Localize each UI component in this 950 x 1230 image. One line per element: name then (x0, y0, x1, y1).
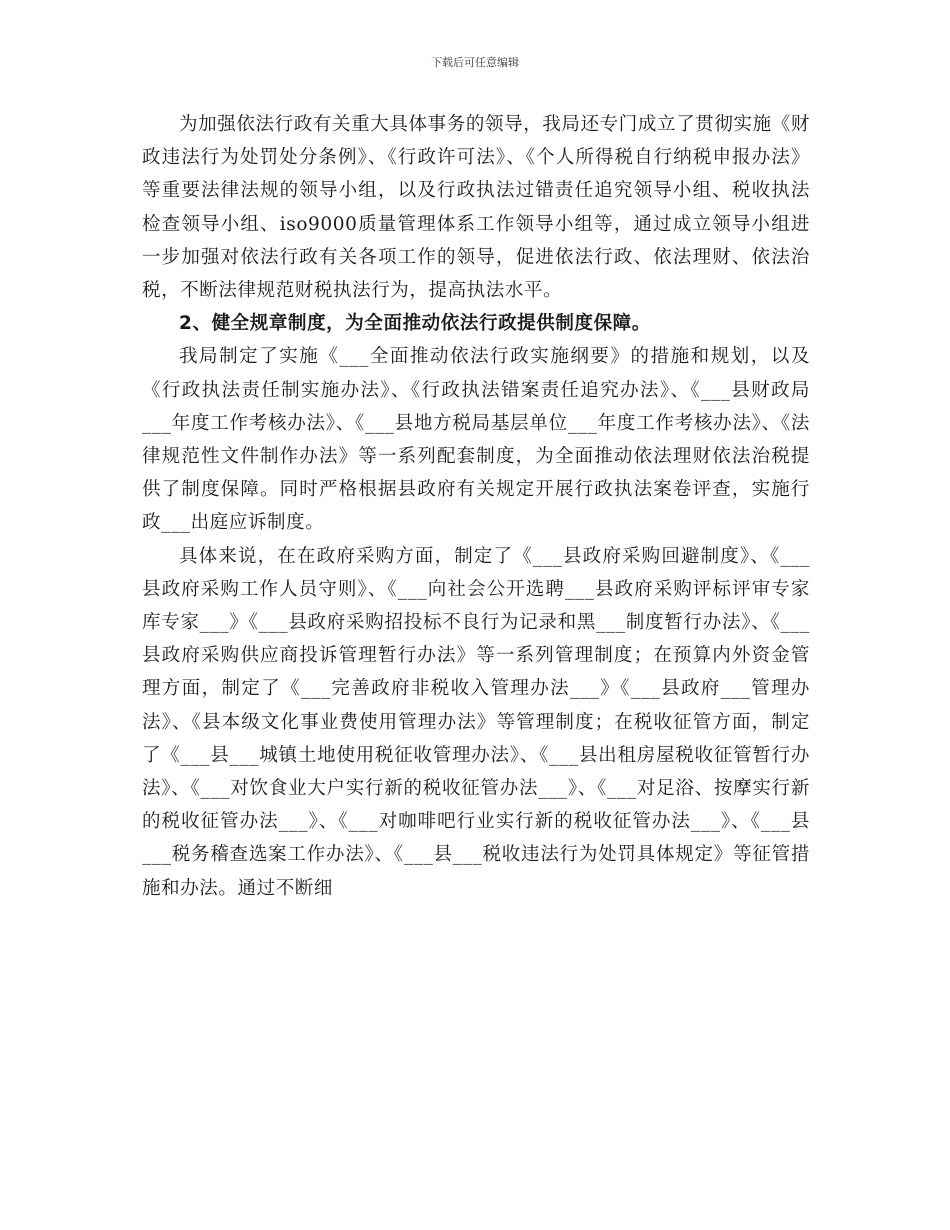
body-paragraph-specific-measures: 具体来说，在在政府采购方面，制定了《___县政府采购回避制度》、《___县政府采购工作人员守则》、《___向社会公开选聘___县政府采购评标评审专家库专家___》《___县政府采购招投标不良行为记录和黑___制度暂行办法》、《___县政府采购供应商投诉管理暂行办法》等一系列管理制度；在预算内外资金管理方面，制定了《___完善政府非税收入管理办法___》《___县政府___管理办法》、《县本级文化事业费使用管理办法》等管理制度；在税收征管方面，制定了《___县___城镇土地使用税征收管理办法》、《___县出租房屋税收征管暂行办法》、《___对饮食业大户实行新的税收征管办法___》、《___对足浴、按摩实行新的税收征管办法___》、《___对咖啡吧行业实行新的税收征管办法___》、《___县___税务稽查选案工作办法》、《___县___税收违法行为处罚具体规定》等征管措施和办法。通过不断细 (142, 545, 810, 899)
body-paragraph-leadership-groups: 为加强依法行政有关重大具体事务的领导，我局还专门成立了贯彻实施《财政违法行为处罚处分条例》、《行政许可法》、《个人所得税自行纳税申报办法》等重要法律法规的领导小组，以及行政执法过错责任追究领导小组、税收执法检查领导小组、iso9000质量管理体系工作领导小组等，通过成立领导小组进一步加强对依法行政有关各项工作的领导，促进依法行政、依法理财、依法治税，不断法律规范财税执法行为，提高执法水平。 (142, 114, 810, 302)
body-paragraph-supporting-rules: 我局制定了实施《___全面推动依法行政实施纲要》的措施和规划，以及《行政执法责任制实施办法》、《行政执法错案责任追究办法》、《___县财政局___年度工作考核办法》、《___县地方税局基层单位___年度工作考核办法》、《法律规范性文件制作办法》等一系列配套制度，为全面推动依法理财依法治税提供了制度保障。同时严格根据县政府有关规定开展行政执法案卷评查，实施行政___出庭应诉制度。 (142, 346, 810, 534)
page-header: 下载后可任意编辑 (431, 56, 519, 69)
section-heading-rules-system: 2、健全规章制度，为全面推动依法行政提供制度保障。 (179, 313, 651, 335)
document-body (142, 108, 810, 905)
